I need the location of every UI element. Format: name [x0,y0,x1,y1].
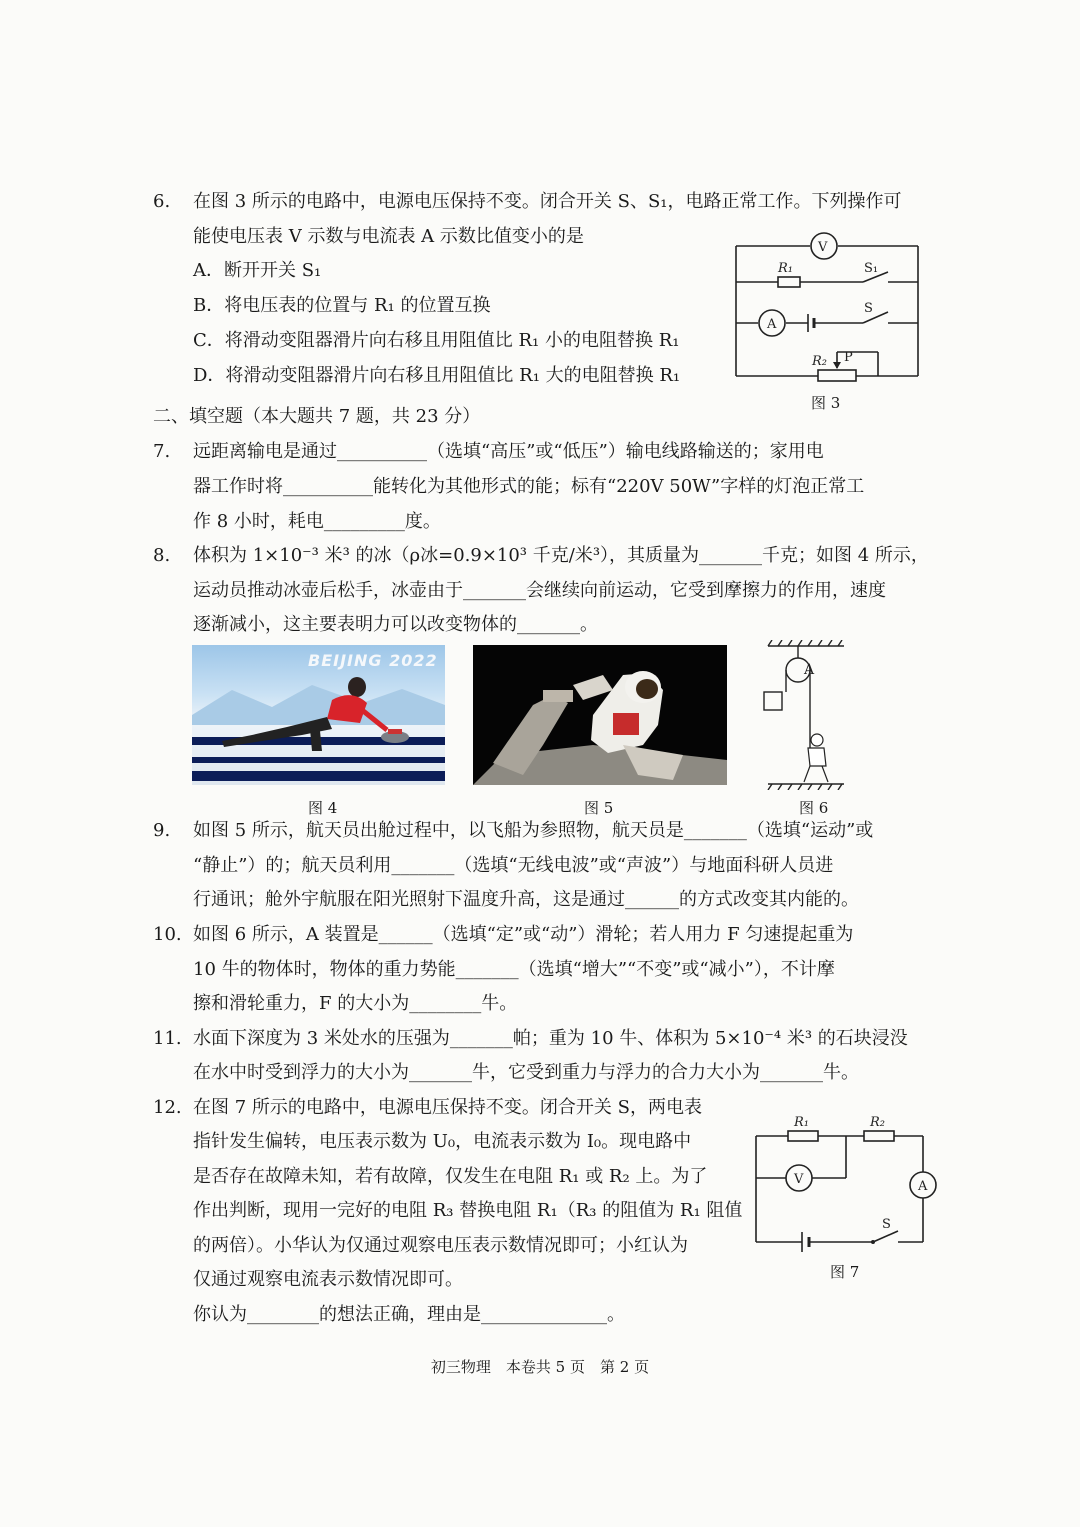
question-text: 在图 7 所示的电路中，电源电压保持不变。闭合开关 S，两电表 [193,1097,702,1118]
figure-6-caption: 图 6 [799,799,829,817]
section-heading: 二、填空题（本大题共 7 题，共 23 分） [153,406,481,427]
question-number: 10. [153,924,182,945]
question-number: 9. [153,820,171,841]
question-number: 6. [153,191,171,212]
figure-5-astronaut-photo [473,645,727,785]
question-text: 远距离输电是通过__________（选填“高压”或“低压”）输电线路输送的；家用电 [193,441,824,462]
figure-4-curling-photo [192,645,445,785]
ammeter-label: A [918,1179,928,1194]
question-text: 运动员推动冰壶后松手，冰壶由于_______会继续向前运动，它受到摩擦力的作用，速度 [193,580,886,601]
option-d: D．将滑动变阻器滑片向右移且用阻值比 R₁ 大的电阻替换 R₁ [193,365,681,386]
option-c: C．将滑动变阻器滑片向右移且用阻值比 R₁ 小的电阻替换 R₁ [193,330,680,351]
figure-3-caption: 图 3 [811,394,841,412]
r2-label: R₂ [870,1115,885,1130]
figure-7-caption: 图 7 [830,1263,860,1281]
figure-7-circuit [748,1110,944,1255]
question-text: “静止”）的；航天员利用_______（选填“无线电波”或“声波”）与地面科研人员进 [193,855,834,876]
question-text: 你认为________的想法正确，理由是______________。 [193,1304,625,1325]
beijing-2022-banner: BEIJING 2022 [308,651,438,670]
option-b: B．将电压表的位置与 R₁ 的位置互换 [193,295,491,316]
question-text: 在水中时受到浮力的大小为_______牛，它受到重力与浮力的合力大小为_______牛。 [193,1062,859,1083]
question-text: 作出判断，现用一完好的电阻 R₃ 替换电阻 R₁（R₃ 的阻值为 R₁ 阻值 [193,1200,743,1221]
question-number: 8. [153,545,171,566]
question-text: 指针发生偏转，电压表示数为 U₀，电流表示数为 I₀。现电路中 [193,1131,692,1152]
figure-3-circuit [728,228,928,388]
s1-label: S₁ [864,261,879,276]
question-text: 水面下深度为 3 米处水的压强为_______帕；重为 10 牛、体积为 5×10⁻⁴ 米³ 的石块浸没 [193,1028,908,1049]
figure-5-caption: 图 5 [584,799,614,817]
r1-label: R₁ [794,1115,809,1130]
page-footer: 初三物理 本卷共 5 页 第 2 页 [430,1358,650,1376]
question-text: 能使电压表 V 示数与电流表 A 示数比值变小的是 [193,226,584,247]
question-number: 12. [153,1097,182,1118]
r1-label: R₁ [778,261,793,276]
voltmeter-label: V [818,240,828,255]
switch-s-label: S [882,1217,891,1232]
question-number: 11. [153,1028,182,1049]
question-text: 器工作时将__________能转化为其他形式的能；标有“220V 50W”字样的灯泡正常工 [193,476,865,497]
question-text: 行通讯；舱外宇航服在阳光照射下温度升高，这是通过______的方式改变其内能的。 [193,889,859,910]
question-text: 仅通过观察电流表示数情况即可。 [193,1269,463,1290]
question-text: 逐渐减小，这主要表明力可以改变物体的_______。 [193,614,598,635]
r2-label: R₂ [812,354,827,369]
question-text: 在图 3 所示的电路中，电源电压保持不变。闭合开关 S、S₁，电路正常工作。下列操作可 [193,191,902,212]
option-a: A．断开开关 S₁ [193,260,322,281]
pulley-a-label: A [804,662,815,678]
question-text: 如图 6 所示，A 装置是______（选填“定”或“动”）滑轮；若人用力 F 匀速提起重为 [193,924,854,945]
question-text: 是否存在故障未知，若有故障，仅发生在电阻 R₁ 或 R₂ 上。为了 [193,1166,708,1187]
question-number: 7. [153,441,171,462]
question-text: 的两倍）。小华认为仅通过观察电压表示数情况即可；小红认为 [193,1235,688,1256]
p-label: P [844,350,853,365]
question-text: 如图 5 所示，航天员出舱过程中，以飞船为参照物，航天员是_______（选填“运动”或 [193,820,874,841]
question-text: 10 牛的物体时，物体的重力势能_______（选填“增大”“不变”或“减小”），不计摩 [193,959,835,980]
figure-6-pulley-diagram [762,640,852,790]
question-text: 擦和滑轮重力，F 的大小为________牛。 [193,993,518,1014]
s-label: S [864,301,873,316]
question-text: 作 8 小时，耗电_________度。 [193,511,441,532]
ammeter-label: A [767,317,777,332]
voltmeter-label: V [794,1172,804,1187]
figure-4-caption: 图 4 [308,799,338,817]
question-text: 体积为 1×10⁻³ 米³ 的冰（ρ冰=0.9×10³ 千克/米³），其质量为_______千克；如图 4 所示， [193,545,929,566]
